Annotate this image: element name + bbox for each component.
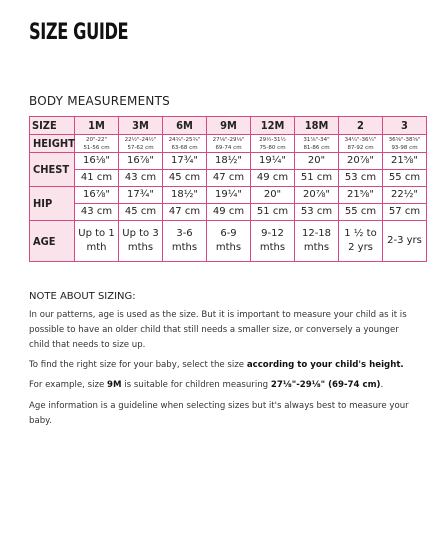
row-label-chest: CHEST xyxy=(30,153,75,187)
height-cell: 22½"-24½" 57-62 cm xyxy=(119,135,163,153)
chest-cell: 17¾" 45 cm xyxy=(163,153,207,187)
hip-row xyxy=(30,187,427,221)
chest-cell: 19¼" 49 cm xyxy=(251,153,295,187)
height-cell: 20"-22" 51-56 cm xyxy=(75,135,119,153)
note-paragraph-4: Age information is a guideline when selecting sizes but it's always best to measure your baby. xyxy=(29,401,409,426)
age-cell: 9-12 mths xyxy=(251,221,295,262)
hip-cell: 19¼" 49 cm xyxy=(207,187,251,221)
height-cell: 31⅞"-34" 81-86 cm xyxy=(295,135,339,153)
row-label-hip: HIP xyxy=(30,187,75,221)
age-cell: 3-6 mths xyxy=(163,221,207,262)
hip-cell: 16⅞" 43 cm xyxy=(75,187,119,221)
note-paragraph-3: For example, size 9M is suitable for children measuring 27⅛"-29⅛" (69-74 cm). xyxy=(29,380,384,390)
chest-cell: 20" 51 cm xyxy=(295,153,339,187)
note-paragraph-1: In our patterns, age is used as the size. But it is important to measure your child as it is possible to have an older child that still needs a smaller size, or conversely a younger child that needs to size up. xyxy=(29,310,407,350)
note-paragraph-2: To find the right size for your baby, select the size according to your child's height. xyxy=(29,360,404,370)
size-table xyxy=(29,116,427,262)
age-cell: 2-3 yrs xyxy=(383,221,427,262)
height-cell: 36⅝"-38⅝" 93-98 cm xyxy=(383,135,427,153)
page-title: SIZE GUIDE xyxy=(29,20,129,45)
size-header-cell: 12M xyxy=(251,117,295,135)
size-header-row xyxy=(30,117,427,135)
size-header-cell: 18M xyxy=(295,117,339,135)
chest-cell: 20⅞" 53 cm xyxy=(339,153,383,187)
age-cell: 12-18 mths xyxy=(295,221,339,262)
age-row xyxy=(30,221,427,262)
hip-cell: 17¾" 45 cm xyxy=(119,187,163,221)
section-heading: BODY MEASUREMENTS xyxy=(29,94,170,108)
chest-cell: 16⅞" 43 cm xyxy=(119,153,163,187)
age-cell: 6-9 mths xyxy=(207,221,251,262)
height-row xyxy=(30,135,427,153)
chest-cell: 18½" 47 cm xyxy=(207,153,251,187)
height-cell: 29½-31½ 75-80 cm xyxy=(251,135,295,153)
chest-cell: 16⅛" 41 cm xyxy=(75,153,119,187)
hip-cell: 22½" 57 cm xyxy=(383,187,427,221)
hip-cell: 20⅞" 53 cm xyxy=(295,187,339,221)
height-cell: 24¾"-25¾" 63-68 cm xyxy=(163,135,207,153)
row-label-age: AGE xyxy=(30,221,75,262)
size-header-cell: 9M xyxy=(207,117,251,135)
hip-cell: 20" 51 cm xyxy=(251,187,295,221)
size-header-cell: 3M xyxy=(119,117,163,135)
height-cell: 34¼"-36¼" 87-92 cm xyxy=(339,135,383,153)
chest-cell: 21⅝" 55 cm xyxy=(383,153,427,187)
age-cell: 1 ½ to 2 yrs xyxy=(339,221,383,262)
size-header-cell: 6M xyxy=(163,117,207,135)
chest-row xyxy=(30,153,427,187)
size-header-cell: 1M xyxy=(75,117,119,135)
note-heading: NOTE ABOUT SIZING: xyxy=(29,291,136,302)
size-header-cell: 2 xyxy=(339,117,383,135)
hip-cell: 21⅝" 55 cm xyxy=(339,187,383,221)
hip-cell: 18½" 47 cm xyxy=(163,187,207,221)
height-cell: 27⅛"-29⅛" 69-74 cm xyxy=(207,135,251,153)
age-cell: Up to 1 mth xyxy=(75,221,119,262)
size-header-label: SIZE xyxy=(30,117,75,135)
age-cell: Up to 3 mths xyxy=(119,221,163,262)
height-emphasis: according to your child's height. xyxy=(246,360,404,370)
size-header-cell: 3 xyxy=(383,117,427,135)
row-label-height: HEIGHT xyxy=(30,135,75,153)
